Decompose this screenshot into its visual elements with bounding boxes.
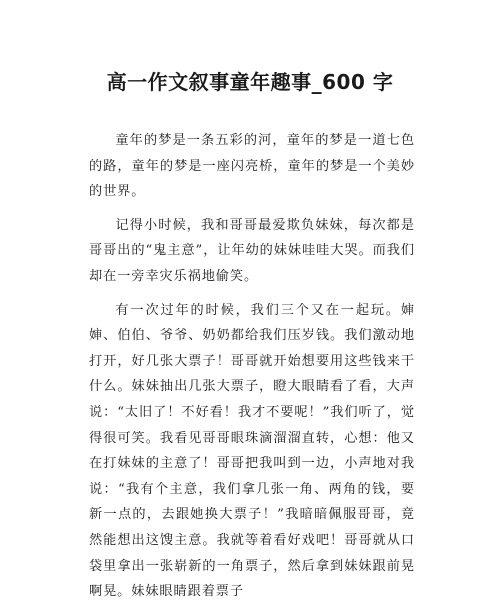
- document-body: [89, 128, 415, 613]
- document-title: 高一作文叙事童年趣事_600 字: [106, 70, 394, 94]
- paragraph: 记得小时候，我和哥哥最爱欺负妹妹，每次都是哥哥出的“鬼主意”，让年幼的妹妹哇哇大哭。而我们却在一旁幸灾乐祸地偷笑。: [89, 217, 415, 284]
- paragraph: 有一次过年的时候，我们三个又在一起玩。婶婶、伯伯、爷爷、奶奶都给我们压岁钱。我们激动地打开，好几张大票子！哥哥就开始想要用这些钱来干什么。妹妹抽出几张大票子，瞪大眼睛看了看，大声说：“太旧了！不好看！我才不要呢！”我们听了，觉得很可笑。我看见哥哥眼珠滴溜溜直转，心想：他又在打妹妹的主意了！哥哥把我叫到一边，小声地对我说：“我有个主意，我们拿几张一角、两角的钱，要新一点的，去跟她换大票子！”我暗暗佩服哥哥，竟然能想出这馊主意。我就等着看好戏吧！哥哥就从口袋里拿出一张崭新的一角票子，然后拿到妹妹跟前晃啊晃。妹妹眼睛跟着票子: [89, 302, 415, 600]
- paragraph: 童年的梦是一条五彩的河，童年的梦是一道七色的路，童年的梦是一座闪亮桥，童年的梦是一个美妙的世界。: [89, 133, 415, 200]
